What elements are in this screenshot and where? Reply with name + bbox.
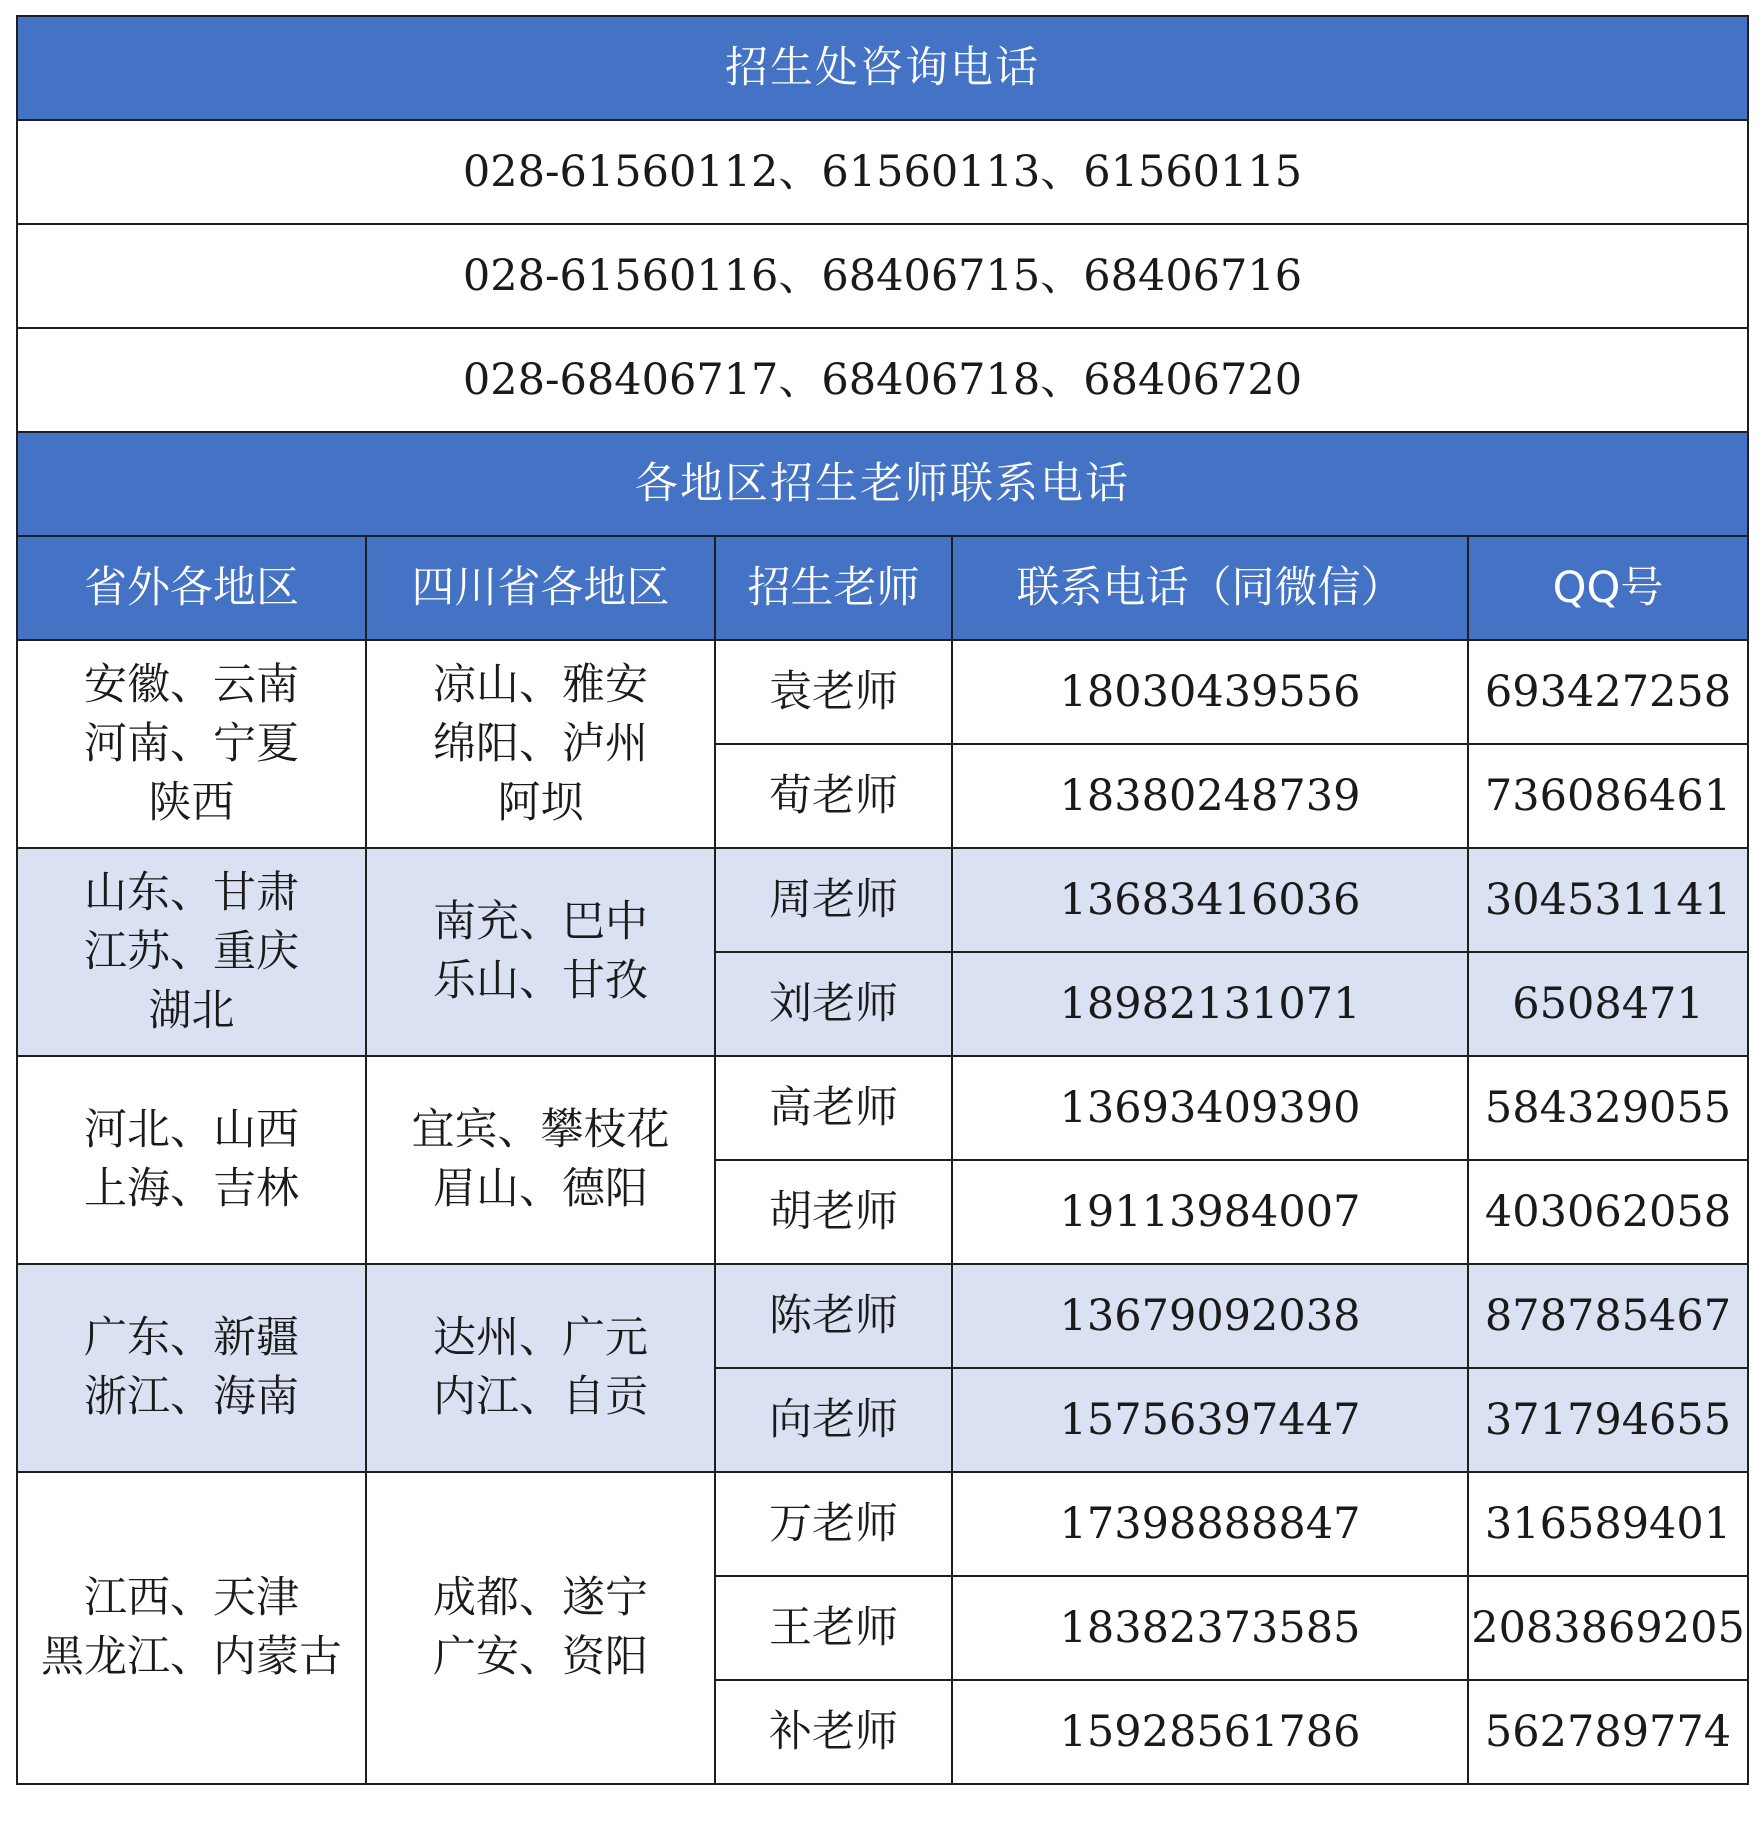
teacher-qq: 736086461	[1468, 744, 1748, 848]
teacher-phone: 19113984007	[952, 1160, 1468, 1264]
region-line: 乐山、甘孜	[433, 956, 648, 1006]
teacher-name: 补老师	[715, 1680, 952, 1784]
regional-title-row	[17, 432, 1748, 536]
teacher-name: 高老师	[715, 1056, 952, 1160]
header-qq: QQ号	[1468, 536, 1748, 640]
teacher-qq: 2083869205	[1468, 1576, 1748, 1680]
teacher-qq: 371794655	[1468, 1368, 1748, 1472]
outside-regions-cell	[17, 1264, 366, 1472]
region-line: 陕西	[148, 777, 235, 828]
column-header-row	[17, 536, 1748, 640]
header-phone: 联系电话（同微信）	[952, 536, 1468, 640]
sichuan-regions-cell	[366, 1264, 715, 1472]
teacher-phone: 18030439556	[952, 640, 1468, 744]
teacher-name: 周老师	[715, 848, 952, 952]
outside-regions-cell	[17, 640, 366, 848]
region-line: 河南、宁夏	[84, 718, 299, 769]
teacher-name: 向老师	[715, 1368, 952, 1472]
teacher-qq: 6508471	[1468, 952, 1748, 1056]
region-line: 江苏、重庆	[84, 926, 299, 977]
teacher-row	[17, 640, 1748, 744]
hotline-row	[17, 120, 1748, 224]
teacher-phone: 18382373585	[952, 1576, 1468, 1680]
teacher-phone: 13693409390	[952, 1056, 1468, 1160]
teacher-phone: 17398888847	[952, 1472, 1468, 1576]
region-line: 宜宾、攀枝花	[411, 1105, 670, 1155]
outside-regions-cell	[17, 1056, 366, 1264]
region-line: 黑龙江、内蒙古	[41, 1632, 342, 1682]
teacher-name: 万老师	[715, 1472, 952, 1576]
teacher-phone: 15756397447	[952, 1368, 1468, 1472]
region-line: 内江、自贡	[433, 1372, 648, 1422]
teacher-row	[17, 1056, 1748, 1160]
teacher-row	[17, 1264, 1748, 1368]
region-line: 安徽、云南	[84, 659, 299, 710]
sichuan-regions-cell	[366, 1056, 715, 1264]
teacher-qq: 316589401	[1468, 1472, 1748, 1576]
header-teacher: 招生老师	[715, 536, 952, 640]
header-sichuan-regions: 四川省各地区	[366, 536, 715, 640]
region-line: 广东、新疆	[84, 1313, 299, 1363]
hotline-row	[17, 328, 1748, 432]
sichuan-regions-cell	[366, 640, 715, 848]
hotline-numbers: 028-61560116、68406715、68406716	[17, 224, 1748, 328]
outside-regions-cell	[17, 1472, 366, 1784]
teacher-qq: 403062058	[1468, 1160, 1748, 1264]
sichuan-regions-cell	[366, 848, 715, 1056]
teacher-row	[17, 848, 1748, 952]
admissions-title-row	[17, 16, 1748, 120]
hotline-row	[17, 224, 1748, 328]
region-line: 南充、巴中	[433, 897, 648, 947]
teacher-name: 袁老师	[715, 640, 952, 744]
teacher-phone: 18982131071	[952, 952, 1468, 1056]
teacher-phone: 18380248739	[952, 744, 1468, 848]
sichuan-regions-cell	[366, 1472, 715, 1784]
teacher-phone: 15928561786	[952, 1680, 1468, 1784]
region-line: 绵阳、泸州	[433, 718, 648, 769]
hotline-numbers: 028-61560112、61560113、61560115	[17, 120, 1748, 224]
region-line: 凉山、雅安	[433, 659, 648, 710]
region-line: 广安、资阳	[433, 1632, 648, 1682]
region-line: 成都、遂宁	[433, 1573, 648, 1623]
outside-regions-cell	[17, 848, 366, 1056]
region-line: 浙江、海南	[84, 1372, 299, 1422]
teacher-phone: 13683416036	[952, 848, 1468, 952]
teacher-qq: 562789774	[1468, 1680, 1748, 1784]
region-line: 湖北	[148, 985, 235, 1036]
teacher-qq: 693427258	[1468, 640, 1748, 744]
region-line: 江西、天津	[84, 1573, 299, 1623]
region-line: 河北、山西	[84, 1105, 299, 1155]
teacher-row	[17, 1472, 1748, 1576]
header-outside-regions: 省外各地区	[17, 536, 366, 640]
teacher-name: 胡老师	[715, 1160, 952, 1264]
teacher-name: 刘老师	[715, 952, 952, 1056]
region-line: 山东、甘肃	[84, 867, 299, 918]
admissions-title: 招生处咨询电话	[17, 16, 1748, 120]
teacher-qq: 878785467	[1468, 1264, 1748, 1368]
region-line: 达州、广元	[433, 1313, 648, 1363]
teacher-name: 陈老师	[715, 1264, 952, 1368]
teacher-name: 王老师	[715, 1576, 952, 1680]
region-line: 眉山、德阳	[433, 1164, 648, 1214]
contact-table	[16, 15, 1749, 1785]
teacher-name: 荀老师	[715, 744, 952, 848]
teacher-phone: 13679092038	[952, 1264, 1468, 1368]
region-line: 上海、吉林	[84, 1164, 299, 1214]
regional-title: 各地区招生老师联系电话	[17, 432, 1748, 536]
teacher-qq: 584329055	[1468, 1056, 1748, 1160]
region-line: 阿坝	[497, 777, 584, 828]
teacher-qq: 304531141	[1468, 848, 1748, 952]
hotline-numbers: 028-68406717、68406718、68406720	[17, 328, 1748, 432]
